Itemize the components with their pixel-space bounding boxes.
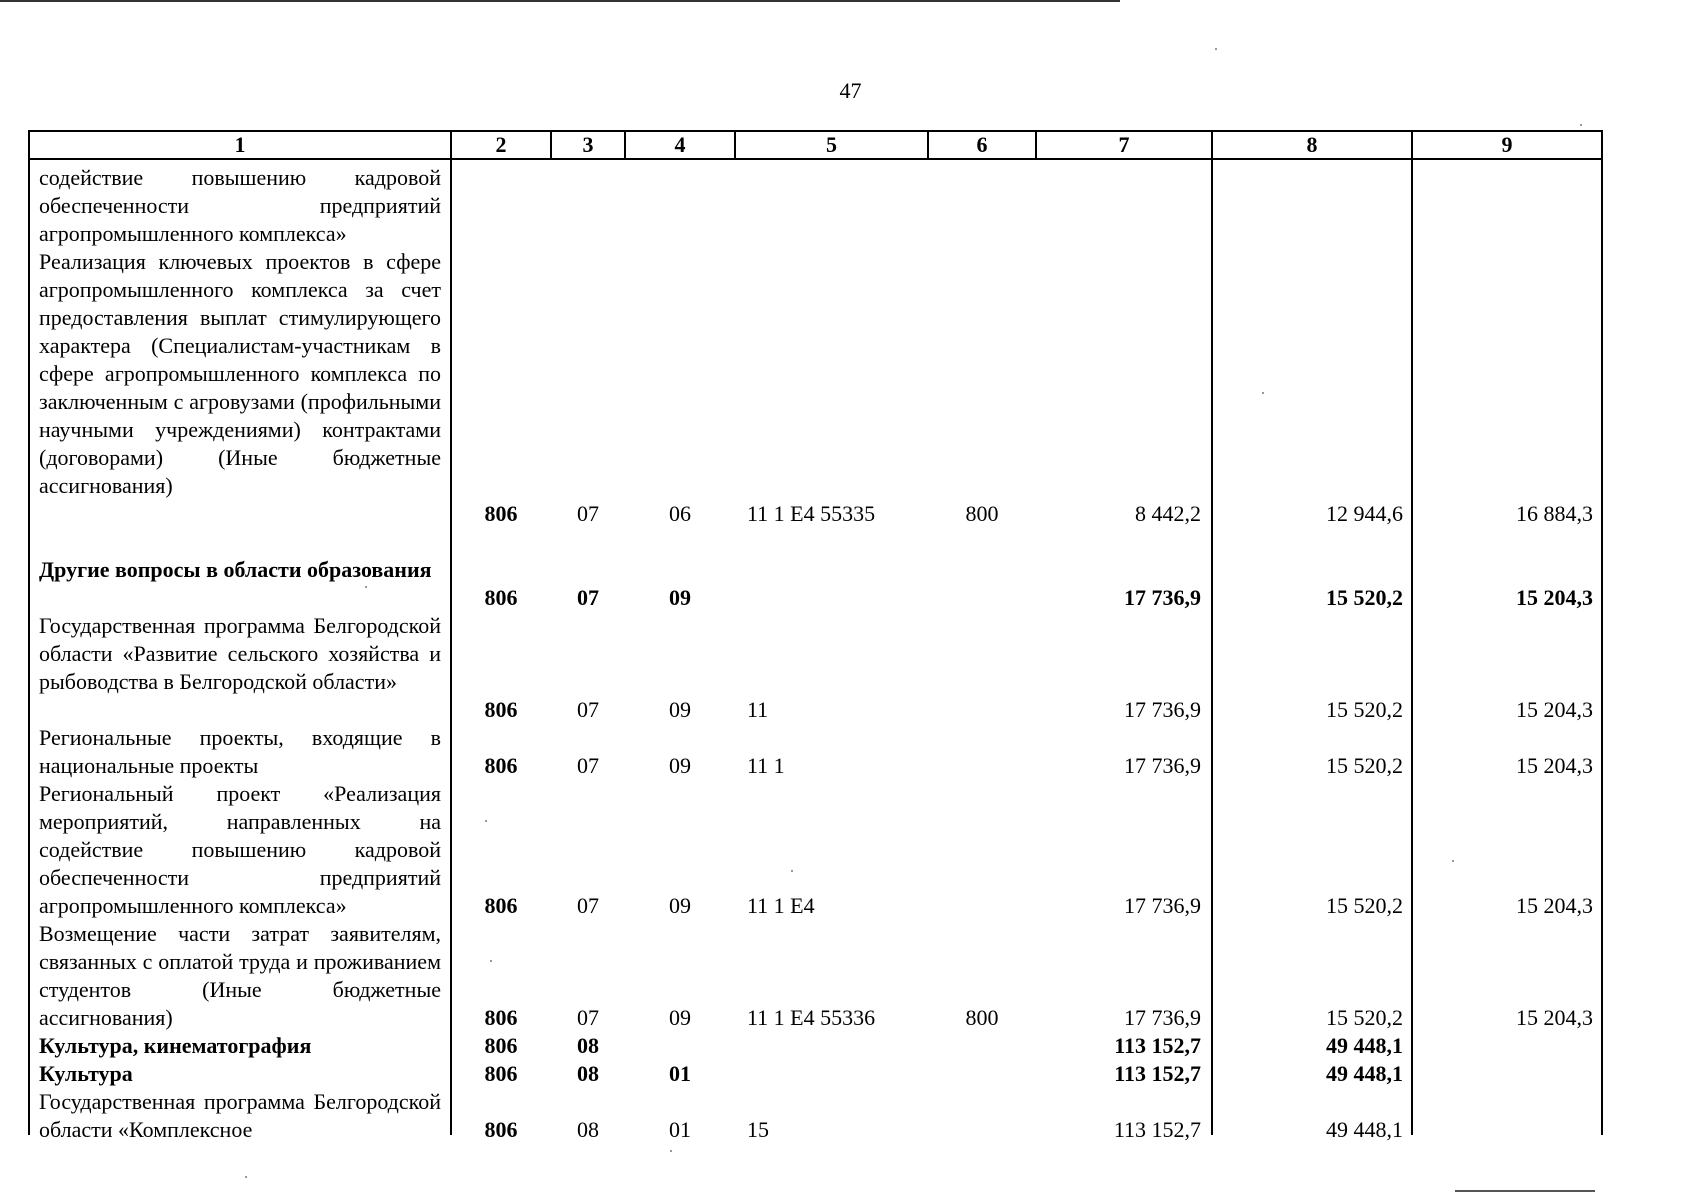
header-col-3: 3 [582, 132, 594, 157]
cell-col-4: 06 [669, 501, 691, 526]
cell-col-9: 15 204,3 [1516, 697, 1593, 722]
row-description: Региональный проект «Реализация мероприятий, направленных на содействие повышению кадровой обеспеченности предприятий агропромышленного комплекса» [39, 781, 441, 918]
cell-col-3: 07 [577, 501, 599, 526]
row-description: Государственная программа Белгородской области «Развитие сельского хозяйства и рыбоводства в Белгородской области» [39, 613, 441, 694]
cell-col-7: 17 736,9 [1124, 697, 1201, 722]
cell-col-5: 11 [747, 697, 769, 722]
column-divider [1211, 130, 1213, 1135]
cell-col-2: 806 [484, 1117, 518, 1142]
cell-col-8: 49 448,1 [1326, 1117, 1403, 1142]
cell-col-8: 49 448,1 [1326, 1061, 1403, 1086]
cell-col-9: 15 204,3 [1516, 585, 1593, 610]
scan-top-edge-rule [0, 0, 1120, 2]
cell-col-9: 15 204,3 [1516, 893, 1593, 918]
cell-col-3: 08 [577, 1061, 599, 1086]
page-number: 47 [839, 78, 862, 103]
cell-col-5: 11 1 E4 [747, 893, 815, 918]
row-description: Культура [39, 1061, 133, 1086]
cell-col-2: 806 [484, 585, 518, 610]
cell-col-5: 11 1 E4 55336 [747, 1005, 876, 1030]
cell-col-2: 806 [484, 1033, 518, 1058]
cell-col-8: 49 448,1 [1326, 1033, 1403, 1058]
cell-col-7: 17 736,9 [1124, 1005, 1201, 1030]
cell-col-4: 09 [669, 1005, 691, 1030]
cell-col-9: 16 884,3 [1516, 501, 1593, 526]
cell-col-4: 09 [669, 893, 691, 918]
scan-speck [485, 820, 487, 822]
column-divider [1411, 130, 1413, 1135]
cell-col-3: 07 [577, 585, 599, 610]
cell-col-3: 08 [577, 1117, 599, 1142]
cell-col-3: 07 [577, 1005, 599, 1030]
cell-col-2: 806 [484, 1005, 518, 1030]
cell-col-7: 113 152,7 [1114, 1033, 1201, 1058]
cell-col-3: 07 [577, 893, 599, 918]
cell-col-7: 17 736,9 [1124, 585, 1201, 610]
cell-col-5: 11 1 E4 55335 [747, 501, 876, 526]
cell-col-3: 07 [577, 753, 599, 778]
header-col-5: 5 [826, 132, 837, 157]
scan-speck [670, 1150, 672, 1152]
cell-col-6: 800 [965, 1005, 999, 1030]
row-description: Культура, кинематография [39, 1033, 312, 1058]
row-description: содействие повышению кадровой обеспеченности предприятий агропромышленного комплекса» [39, 165, 441, 246]
row-description: Другие вопросы в области образования [39, 557, 432, 582]
cell-col-8: 15 520,2 [1326, 1005, 1403, 1030]
cell-col-6: 800 [965, 501, 999, 526]
cell-col-7: 113 152,7 [1113, 1117, 1201, 1142]
cell-col-9: 15 204,3 [1516, 1005, 1593, 1030]
cell-col-4: 09 [669, 697, 691, 722]
row-description: Региональные проекты, входящие в национальные проекты [39, 725, 441, 778]
row-description: Реализация ключевых проектов в сфере агропромышленного комплекса за счет предоставления выплат стимулирующего характера (Специалистам-участникам в сфере агропромышленного комплекса по заключенным с агровузами (профильными научными учреждениями) контрактами (договорами) (Иные бюджетные ассигнования) [39, 249, 441, 498]
cell-col-2: 806 [484, 753, 518, 778]
cell-col-4: 01 [669, 1061, 691, 1086]
cell-col-7: 113 152,7 [1114, 1061, 1201, 1086]
cell-col-3: 07 [577, 697, 599, 722]
row-description: Возмещение части затрат заявителям, связанных с оплатой труда и проживанием студентов (Иные бюджетные ассигнования) [39, 921, 441, 1030]
scan-speck [791, 870, 793, 872]
scan-speck [1215, 48, 1217, 50]
header-col-8: 8 [1306, 132, 1318, 157]
header-col-6: 6 [976, 132, 988, 157]
scan-speck [1262, 392, 1264, 394]
header-col-1: 1 [234, 132, 246, 157]
header-col-7: 7 [1118, 132, 1130, 157]
cell-col-9: 15 204,3 [1516, 753, 1593, 778]
cell-col-5: 11 1 [747, 753, 785, 778]
cell-col-5: 15 [747, 1117, 769, 1142]
header-bottom-rule [28, 158, 1603, 160]
header-col-4: 4 [674, 132, 686, 157]
cell-col-2: 806 [484, 893, 518, 918]
cell-col-8: 15 520,2 [1326, 585, 1403, 610]
scan-speck [1580, 124, 1582, 126]
cell-col-3: 08 [577, 1033, 599, 1058]
cell-col-8: 15 520,2 [1326, 893, 1403, 918]
cell-col-7: 17 736,9 [1124, 893, 1201, 918]
scan-speck [1452, 860, 1454, 862]
cell-col-4: 09 [669, 585, 691, 610]
row-description: Государственная программа Белгородской области «Комплексное [39, 1089, 441, 1142]
cell-col-2: 806 [484, 697, 518, 722]
cell-col-4: 01 [669, 1117, 691, 1142]
cell-col-4: 09 [669, 753, 691, 778]
cell-col-2: 806 [484, 1061, 518, 1086]
scan-speck [365, 586, 367, 588]
cell-col-8: 15 520,2 [1326, 697, 1403, 722]
cell-col-7: 17 736,9 [1124, 753, 1201, 778]
cell-col-8: 15 520,2 [1326, 753, 1403, 778]
scan-bottom-edge-mark [1455, 1190, 1595, 1192]
cell-col-7: 8 442,2 [1135, 501, 1201, 526]
cell-col-2: 806 [484, 501, 518, 526]
scan-speck [245, 1176, 247, 1178]
cell-col-8: 12 944,6 [1326, 501, 1403, 526]
scan-speck [490, 960, 492, 962]
header-col-2: 2 [495, 132, 507, 157]
header-col-9: 9 [1501, 132, 1513, 157]
column-divider [450, 130, 452, 1135]
